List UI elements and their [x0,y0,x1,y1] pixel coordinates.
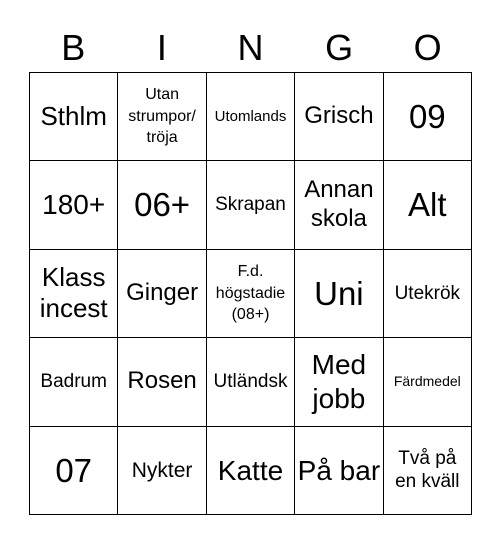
cell-text: Grisch [304,102,374,130]
bingo-cell[interactable] [295,250,383,338]
bingo-cell[interactable] [384,338,472,426]
bingo-cell[interactable] [207,338,295,426]
bingo-cell[interactable] [295,427,383,515]
header-letter-n: N [237,27,264,68]
bingo-cell[interactable] [384,73,472,161]
header-letter-o: O [413,27,442,68]
cell-text: Utomlands [214,108,287,126]
cell-text: Alt [408,186,447,224]
bingo-cell[interactable] [207,250,295,338]
cell-text: Katte [217,454,284,486]
cell-text: Rosen [127,367,197,395]
cell-text: Med jobb [311,349,367,414]
cell-text: Utländsk [213,371,288,393]
bingo-cell[interactable] [207,73,295,161]
bingo-cell[interactable] [384,250,472,338]
bingo-grid [29,72,472,515]
cell-text: Utan strumpor/ tröja [128,86,196,147]
bingo-cell[interactable] [118,250,206,338]
bingo-cell[interactable] [295,73,383,161]
cell-text: Skrapan [215,194,286,216]
bingo-cell[interactable] [30,250,118,338]
cell-text: På bar [297,454,381,486]
header-letter-b: B [61,27,86,68]
cell-text: Badrum [40,371,107,393]
cell-text: F.d. högstadie (08+) [215,263,286,324]
bingo-cell[interactable] [30,338,118,426]
bingo-cell[interactable] [30,161,118,249]
bingo-cell[interactable] [118,427,206,515]
bingo-cell[interactable] [30,73,118,161]
cell-text: 06+ [134,186,191,224]
cell-text: Nykter [131,458,193,482]
cell-text: 09 [408,97,446,135]
bingo-cell[interactable] [207,427,295,515]
bingo-cell[interactable] [384,161,472,249]
bingo-cell[interactable] [118,73,206,161]
bingo-cell[interactable] [118,161,206,249]
bingo-cell[interactable] [384,427,472,515]
bingo-cell[interactable] [295,338,383,426]
bingo-cell[interactable] [30,427,118,515]
cell-text: Utekrök [394,282,461,304]
cell-text: Två på en kväll [395,447,460,493]
header-letter-i: I [156,27,167,68]
cell-text: Sthlm [40,101,107,132]
bingo-header [29,24,472,72]
cell-text: Uni [314,274,364,312]
cell-text: Klass incest [39,262,108,324]
bingo-cell[interactable] [118,338,206,426]
cell-text: Annan skola [304,176,374,233]
cell-text: 180+ [42,189,106,221]
cell-text: Ginger [126,279,199,307]
cell-text: Färdmedel [393,373,461,390]
cell-text: 07 [55,451,93,489]
bingo-cell[interactable] [295,161,383,249]
header-letter-g: G [325,27,354,68]
bingo-cell[interactable] [207,161,295,249]
